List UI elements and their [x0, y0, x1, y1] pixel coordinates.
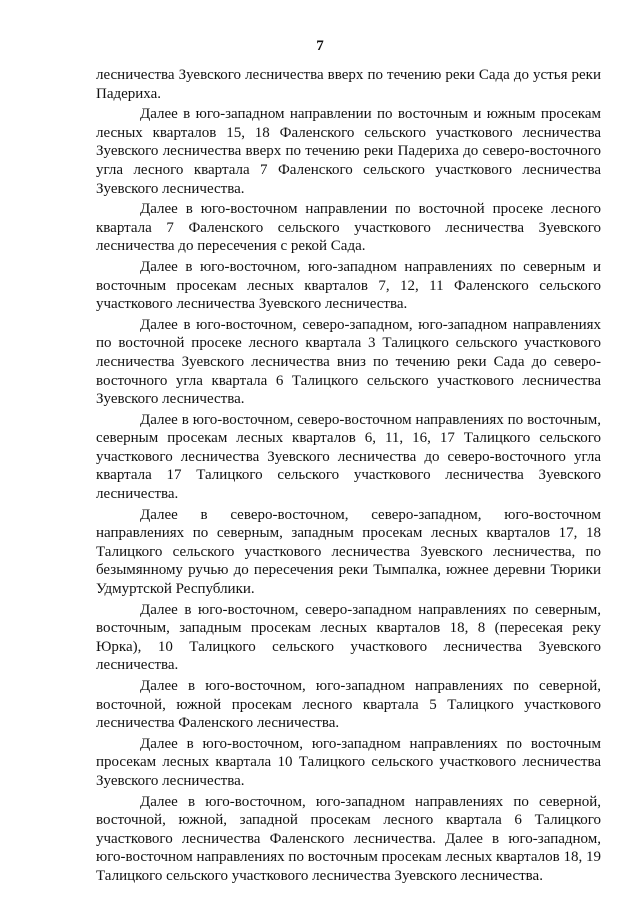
paragraph: Далее в юго-восточном, северо-западном направлениях по северным, восточным, западным просекам лесных кварталов 18, 8 (пересекая реку Юрка), 10 Талицкого сельского участкового лесничества Зуевского лесничества.	[96, 601, 601, 674]
paragraph: Далее в юго-восточном, юго-западном направлениях по восточным просекам лесных квартала 10 Талицкого сельского участкового лесничества Зуевского лесничества.	[96, 735, 601, 789]
paragraph: Далее в юго-восточном, юго-западном направлениях по северной, восточной, южной просекам лесного квартала 5 Талицкого участкового лесничества Фаленского лесничества.	[96, 678, 601, 732]
paragraph: Далее в северо-восточном, северо-западном, юго-восточном направлениях по северным, западным просекам лесных кварталов 17, 18 Талицкого сельского участкового лесничества Зуевского лесничества, по безымянному ручью до пересечения реки Тымпалка, южнее деревни Тюрики Удмуртской Республики.	[96, 506, 601, 598]
paragraph: Далее в юго-восточном, юго-западном направлениях по северной, восточной, южной, западной просекам лесного квартала 6 Талицкого участкового лесничества Фаленского лесничества. Далее в юго-западном, юго-восточном направлениях по восточным просекам лесных кварталов 18, 19 Талицкого сельского участкового лесничества Зуевского лесничества.	[96, 793, 601, 884]
paragraph: Далее в юго-восточном, северо-восточном направлениях по восточным, северным просекам лесных кварталов 6, 11, 16, 17 Талицкого сельского участкового лесничества Зуевского лесничества до северо-восточного угла квартала 17 Талицкого сельского участкового лесничества Зуевского лесничества.	[96, 411, 601, 503]
document-body	[96, 66, 601, 888]
paragraph: Далее в юго-восточном направлении по восточной просеке лесного квартала 7 Фаленского сельского участкового лесничества Зуевского лесничества до пересечения с рекой Сада.	[96, 201, 601, 255]
paragraph: Далее в юго-восточном, северо-западном, юго-западном направлениях по восточной просеке лесного квартала 3 Талицкого сельского участкового лесничества Зуевского лесничества вниз по течению реки Сада до северо-восточного угла квартала 6 Талицкого сельского участкового лесничества Зуевского лесничества.	[96, 316, 601, 408]
paragraph-continuation: лесничества Зуевского лесничества вверх по течению реки Сада до устья реки Падериха.	[96, 67, 601, 102]
page-number: 7	[316, 38, 324, 54]
paragraph: Далее в юго-восточном, юго-западном направлениях по северным и восточным просекам лесных кварталов 7, 12, 11 Фаленского сельского участкового лесничества Зуевского лесничества.	[96, 258, 601, 313]
paragraph: Далее в юго-западном направлении по восточным и южным просекам лесных кварталов 15, 18 Фаленского сельского участкового лесничества Зуевского лесничества вверх по течению реки Падериха до северо-восточного угла лесного квартала 7 Фаленского сельского участкового лесничества Зуевского лесничества.	[96, 106, 601, 197]
